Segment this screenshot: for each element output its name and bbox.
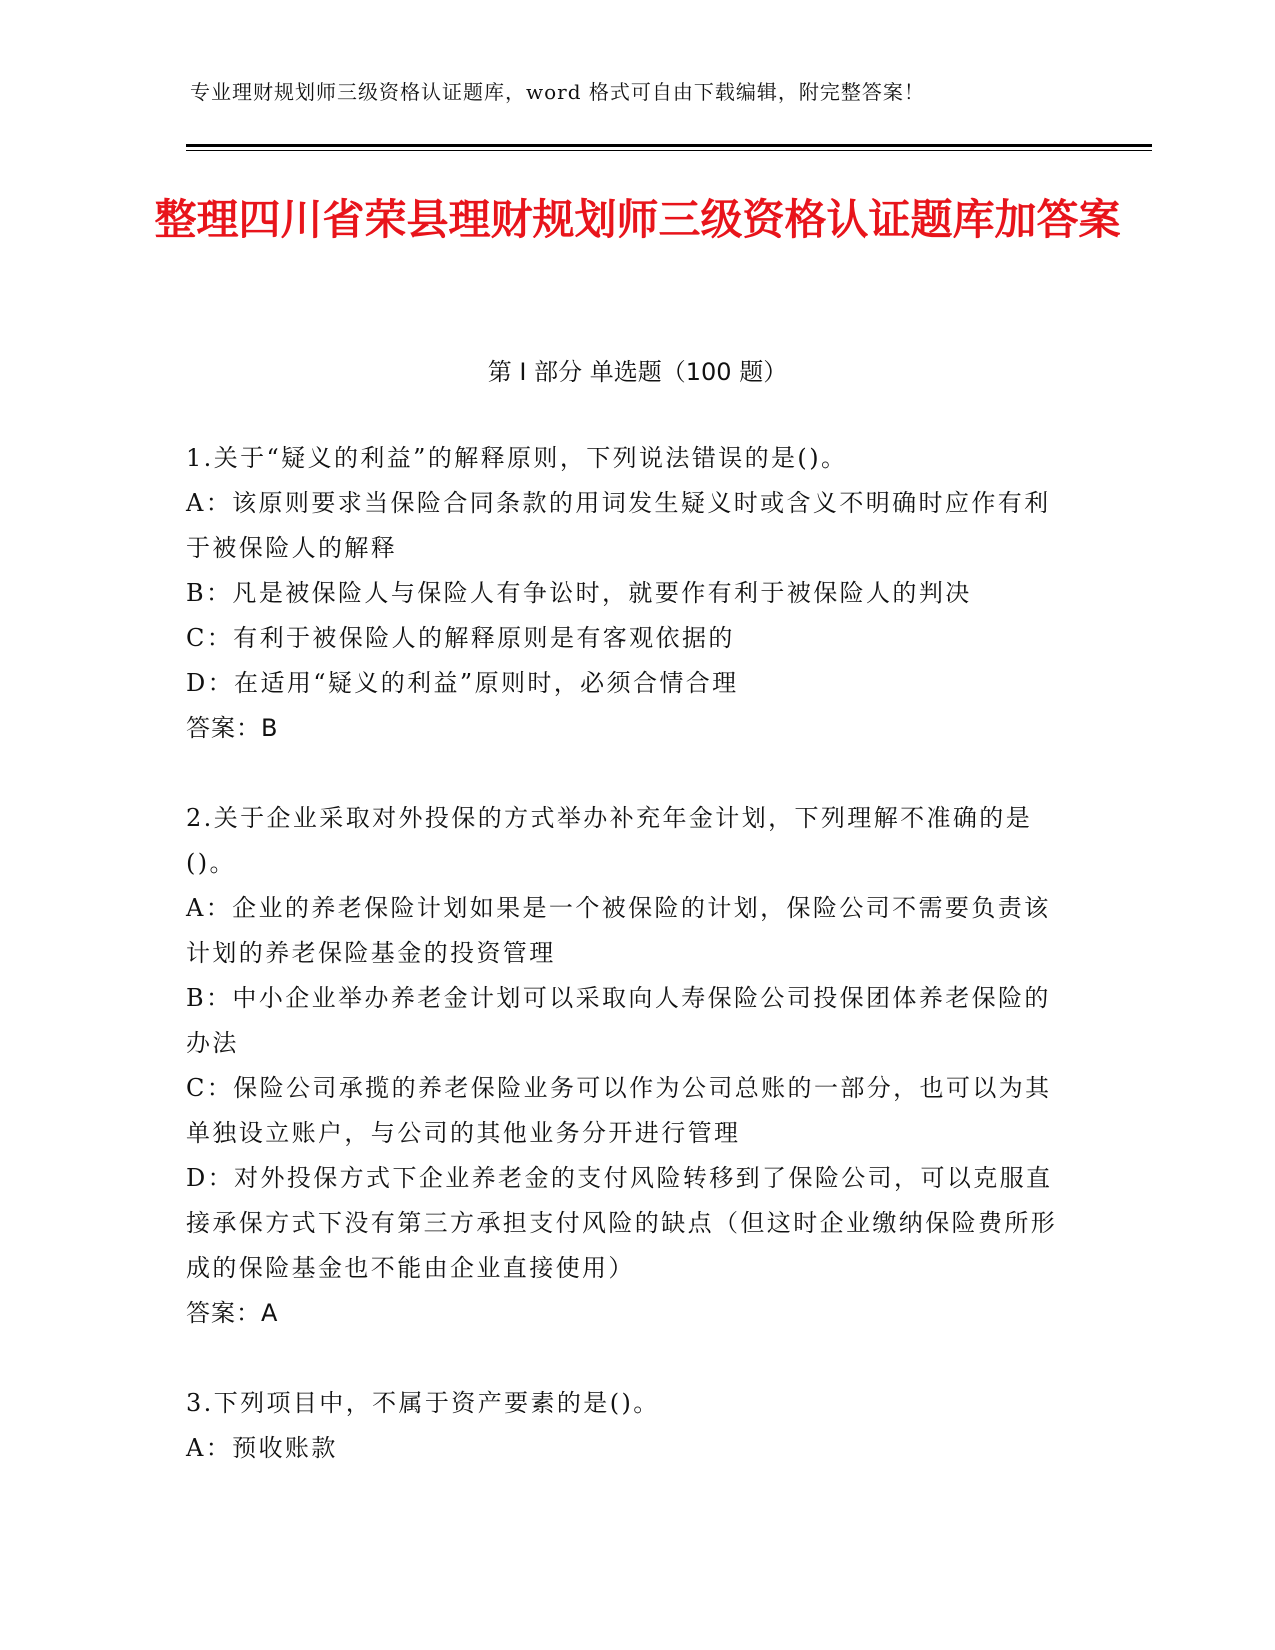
option-c: C：保险公司承揽的养老保险业务可以作为公司总账的一部分，也可以为其单独设立账户，与公司的其他业务分开进行管理: [186, 1074, 1052, 1147]
header-rule-thick: [186, 144, 1152, 147]
header-rule-thin: [186, 150, 1152, 151]
question-stem: 1.关于“疑义的利益”的解释原则，下列说法错误的是()。: [186, 444, 848, 472]
answer-line: 答案：B: [186, 714, 279, 742]
option-c: C：有利于被保险人的解释原则是有客观依据的: [186, 624, 735, 652]
option-b: B：凡是被保险人与保险人有争讼时，就要作有利于被保险人的判决: [186, 579, 972, 607]
question-stem: 2.关于企业采取对外投保的方式举办补充年金计划，下列理解不准确的是()。: [186, 804, 1033, 877]
answer-line: 答案：A: [186, 1299, 279, 1327]
option-a: A：预收账款: [186, 1434, 338, 1462]
option-a: A：企业的养老保险计划如果是一个被保险的计划，保险公司不需要负责该计划的养老保险基金的投资管理: [186, 894, 1051, 967]
header-note: 专业理财规划师三级资格认证题库，word 格式可自由下载编辑，附完整答案！: [190, 80, 925, 104]
option-d: D：在适用“疑义的利益”原则时，必须合情合理: [186, 669, 739, 697]
question-stem: 3.下列项目中，不属于资产要素的是()。: [186, 1389, 660, 1417]
document-title: 整理四川省荣县理财规划师三级资格认证题库加答案: [154, 195, 1121, 244]
section-title: 第 I 部分 单选题（100 题）: [487, 358, 788, 386]
option-b: B：中小企业举办养老金计划可以采取向人寿保险公司投保团体养老保险的办法: [186, 984, 1051, 1057]
question-3: [186, 1381, 1076, 1471]
option-d: D：对外投保方式下企业养老金的支付风险转移到了保险公司，可以克服直接承保方式下没有第三方承担支付风险的缺点（但这时企业缴纳保险费所形成的保险基金也不能由企业直接使用）: [186, 1164, 1058, 1282]
option-a: A：该原则要求当保险合同条款的用词发生疑义时或含义不明确时应作有利于被保险人的解释: [186, 489, 1051, 562]
question-list: [186, 436, 1076, 1516]
question-1: [186, 436, 1076, 751]
question-2: [186, 796, 1076, 1336]
